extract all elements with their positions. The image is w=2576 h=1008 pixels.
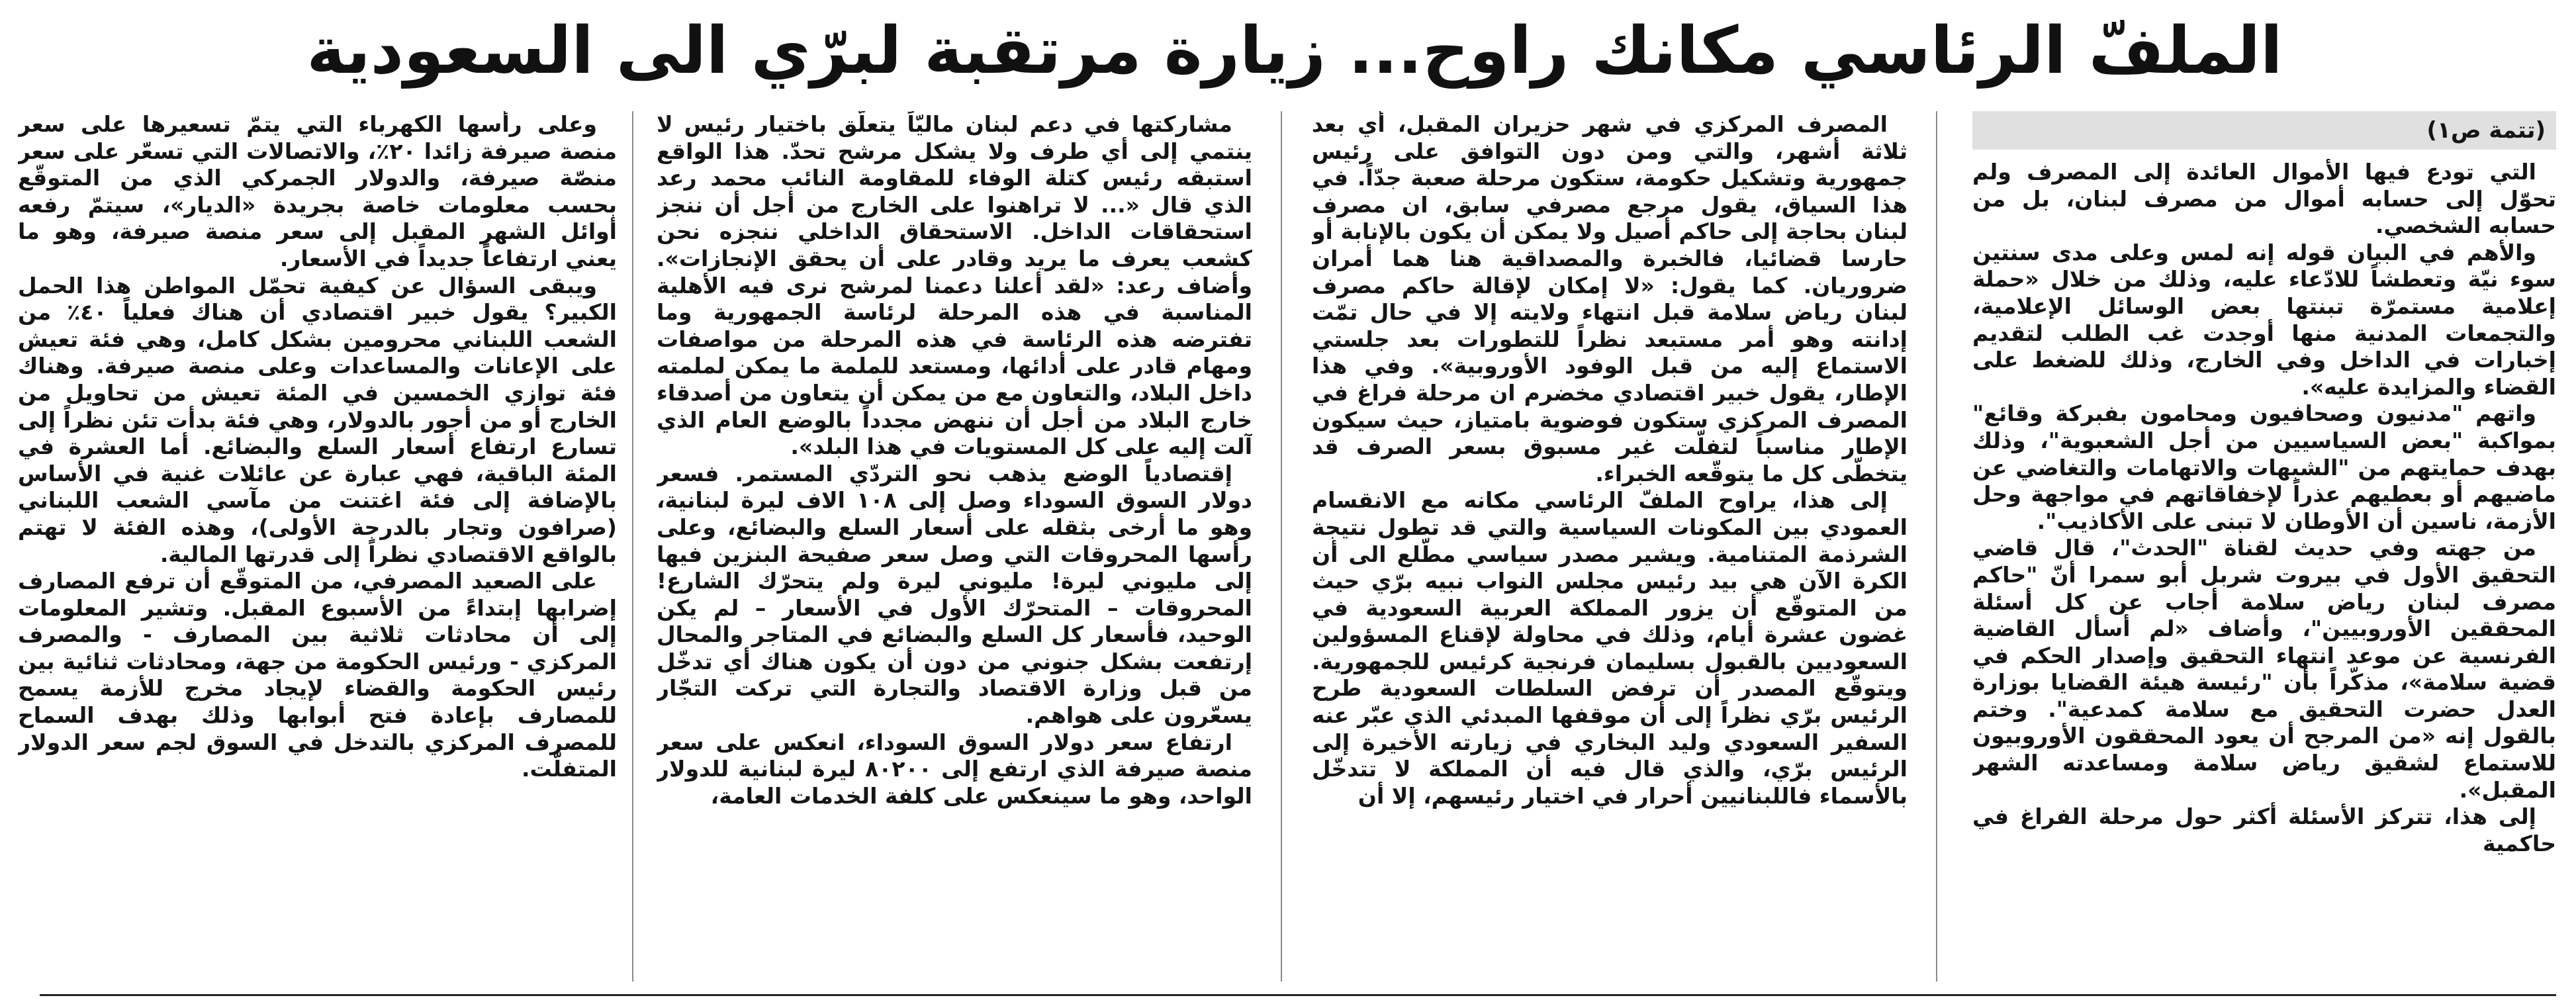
article-column-2 (1312, 111, 1908, 982)
headline: الملفّ الرئاسي مكانك راوح... زيارة مرتقبة لبرّي الى السعودية (306, 13, 2283, 89)
paragraph: من جهته وفي حديث لقناة "الحدث"، قال قاضي التحقيق الأول في بيروت شربل أبو سمرا أنّ "حاكم مصرف لبنان رياض سلامة أجاب عن كل أسئلة المحققين الأوروبيين"، وأضاف «لم أسأل القاضية الفرنسية عن موعد انتهاء التحقيق وإصدار الحكم في قضية سلامة»، مذكّراً بأن "رئيسة هيئة القضايا بوزارة العدل حضرت التحقيق مع سلامة كمدعية". وختم بالقول إنه «من المرجح أن يعود المحققون الأوروبيون للاستماع لشقيق رياض سلامة ومساعدته الشهر المقبل». (1972, 535, 2556, 803)
paragraph: والأهم في البيان قوله إنه لمس وعلى مدى سنتين سوء نيّة وتعطشاً للادّعاء عليه، وذلك من خلال «حملة إعلامية مستمرّة تبنتها بعض الوسائل الإعلامية، والتجمعات المدنية منها أوجدت غب الطلب لتقديم إخبارات في الداخل وفي الخارج، وذلك للضغط على القضاء والمزايدة عليه». (1972, 239, 2556, 400)
article-column-1 (1972, 111, 2556, 982)
paragraph: وعلى رأسها الكهرباء التي يتمّ تسعيرها على سعر منصة صيرفة زائدا ٢٠٪، والاتصالات التي تسعّر على سعر منصّة صيرفة، والدولار الجمركي الذي من المتوقّع بحسب معلومات خاصة بجريدة «الديار»، سيتمّ رفعه أوائل الشهر المقبل إلى سعر منصة صيرفة، وهو ما يعني ارتفاعاً جديداً في الأسعار. (18, 111, 617, 271)
column-divider (1281, 111, 1282, 982)
article-column-3 (657, 111, 1252, 982)
paragraph: إقتصادياً الوضع يذهب نحو التردّي المستمر. فسعر دولار السوق السوداء وصل إلى ١٠٨ الاف ليرة لبنانية، وهو ما أرخى بثقله على أسعار السلع والبضائع، وعلى رأسها المحروقات التي وصل سعر صفيحة البنزين فيها إلى مليوني ليرة! مليوني ليرة ولم يتحرّك الشارع! المحروقات – المتحرّك الأول في الأسعار – لم يكن الوحيد، فأسعار كل السلع والبضائع في المتاجر والمحال إرتفعت بشكل جنوني من دون أن يكون هناك أي تدخّل من قبل وزارة الاقتصاد والتجارة التي تركت التجّار يسعّرون على هواهم. (657, 460, 1252, 729)
paragraph: إلى هذا، يراوح الملفّ الرئاسي مكانه مع الانقسام العمودي بين المكونات السياسية والتي قد تطول نتيجة الشرذمة المتنامية. ويشير مصدر سياسي مطّلع الى أن الكرة الآن هي بيد رئيس مجلس النواب نبيه برّي حيث من المتوقّع أن يزور المملكة العربية السعودية في غضون عشرة أيام، وذلك في محاولة لإقناع المسؤولين السعوديين بالقبول بسليمان فرنجية كرئيس للجمهورية. ويتوقّع المصدر أن ترفض السلطات السعودية طرح الرئيس برّي نظراً إلى أن موقفها المبدئي الذي عبّر عنه السفير السعودي وليد البخاري في زيارته الأخيرة إلى الرئيس برّي، والذي قال فيه أن المملكة لا تتدخّل بالأسماء فاللبنانيين أحرار في اختيار رئيسهم، إلا أن (1312, 487, 1908, 809)
paragraph: مشاركتها في دعم لبنان ماليّاً يتعلّق باختيار رئيس لا ينتمي إلى أي طرف ولا يشكل مرشح تحدّ. هذا الواقع استبقه رئيس كتلة الوفاء للمقاومة النائب محمد رعد الذي قال «... لا تراهنوا على الخارج من أجل أن ننجز استحقاقات الداخل. الاستحقاق الداخلي ننجزه نحن كشعب يعرف ما يريد وقادر على أن يحقق الإنجازات». وأضاف رعد: «لقد أعلنا دعمنا لمرشح نرى فيه الأهلية المناسبة في هذه المرحلة لرئاسة الجمهورية وما تفترضه هذه الرئاسة في هذه المرحلة من مواصفات ومهام قادر على أدائها، ومستعد للملمة ما يمكن لملمته داخل البلاد، والتعاون مع من يمكن أن يتعاون من أصدقاء خارج البلاد من أجل أن ننهض مجدداً بالوضع العام الذي آلت إليه على كل المستويات في هذا البلد». (657, 111, 1252, 460)
paragraph: التي تودع فيها الأموال العائدة إلى المصرف ولم تحوّل إلى حسابه أموال من مصرف لبنان، بل من حسابه الشخصي. (1972, 159, 2556, 239)
bottom-rule (40, 994, 2556, 996)
column-divider (632, 111, 633, 982)
paragraph: على الصعيد المصرفي، من المتوقّع أن ترفع المصارف إضرابها إبتداءً من الأسبوع المقبل. وتشير المعلومات إلى أن محادثات ثلاثية بين المصارف - والمصرف المركزي - ورئيس الحكومة من جهة، ومحادثات ثنائية بين رئيس الحكومة والقضاء لإيجاد مخرج للأزمة يسمح للمصارف بإعادة فتح أبوابها وذلك بهدف السماح للمصرف المركزي بالتدخل في السوق لجم سعر الدولار المتفلّت. (18, 568, 617, 782)
column-divider (1936, 111, 1937, 982)
paragraph: المصرف المركزي في شهر حزيران المقبل، أي بعد ثلاثة أشهر، والتي ومن دون التوافق على رئيس جمهورية وتشكيل حكومة، ستكون مرحلة صعبة جدّاً. في هذا السياق، يقول مرجع مصرفي سابق، ان مصرف لبنان بحاجة إلى حاكم أصيل ولا يمكن أن يكون بالإنابة أو حارسا قضائيا، فالخبرة والمصداقية هنا هما أمران ضروريان. كما يقول: «لا إمكان لإقالة حاكم مصرف لبنان رياض سلامة قبل انتهاء ولايته إلا في حال تمّت إدانته وهو أمر مستبعد نظراً للتطورات بعد جلستي الاستماع إليه من قبل الوفود الأوروبية». وفي هذا الإطار، يقول خبير اقتصادي مخضرم ان مرحلة فراغ في المصرف المركزي ستكون فوضوية بامتياز، حيث سيكون الإطار مناسباً لتفلّت غير مسبوق بسعر الصرف قد يتخطّى كل ما يتوقّعه الخبراء. (1312, 111, 1908, 486)
paragraph: ويبقى السؤال عن كيفية تحمّل المواطن هذا الحمل الكبير؟ يقول خبير اقتصادي أن هناك فعلياً ٤٠٪ من الشعب اللبناني محرومين بشكل كامل، وهي فئة تعيش على الإعانات والمساعدات وعلى منصة صيرفة. وهناك فئة توازي الخمسين في المئة تعيش من تحاويل من الخارج أو من أجور بالدولار، وهي فئة بدأت تئن نظراً إلى تسارع ارتفاع أسعار السلع والبضائع. أما العشرة في المئة الباقية، فهي عبارة عن عائلات غنية في الأساس بالإضافة إلى فئة اغتنت من مآسي الشعب اللبناني (صرافون وتجار بالدرجة الأولى)، وهذه الفئة لا تهتم بالواقع الاقتصادي نظراً إلى قدرتها المالية. (18, 272, 617, 567)
continuation-label: (تتمة ص١) (1972, 111, 2556, 150)
paragraph: واتهم "مدنيون وصحافيون ومحامون بفبركة وقائع" بمواكبة "بعض السياسيين من أجل الشعبوية"، وذلك بهدف حمايتهم من "الشبهات والاتهامات والتغاضي عن ماضيهم أو بعطيهم عذراً لإخفاقاتهم في مواجهة وحل الأزمة، ناسين أن الأوطان لا تبنى على الأكاذيب". (1972, 400, 2556, 534)
article-column-4 (18, 111, 617, 982)
paragraph: ارتفاع سعر دولار السوق السوداء، انعكس على سعر منصة صيرفة الذي ارتفع إلى ٨٠٢٠٠ ليرة لبنانية للدولار الواحد، وهو ما سينعكس على كلفة الخدمات العامة، (657, 729, 1252, 809)
paragraph: إلى هذا، تتركز الأسئلة أكثر حول مرحلة الفراغ في حاكمية (1972, 803, 2556, 856)
